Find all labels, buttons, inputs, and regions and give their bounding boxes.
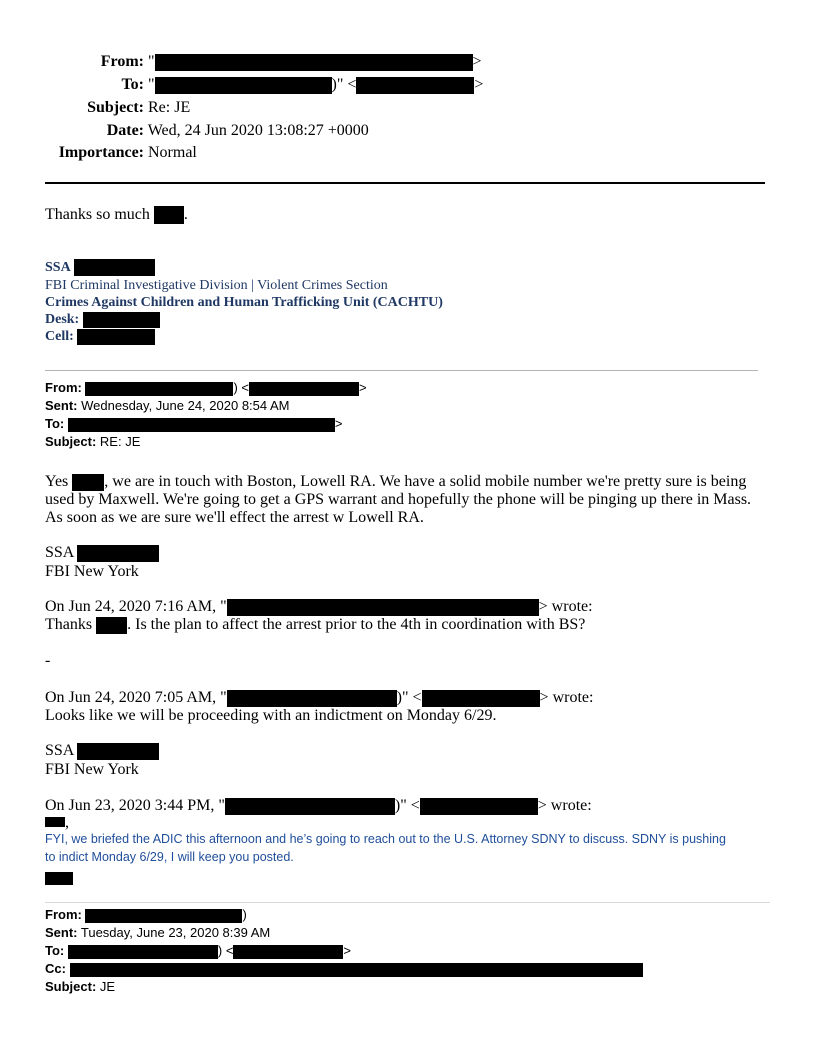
quote3-greeting: ,	[45, 813, 69, 832]
importance-value: Normal	[148, 144, 197, 161]
subject-value: Re: JE	[148, 99, 191, 116]
to-label: To:	[121, 76, 144, 93]
header-to-row: To: " )" < >	[0, 75, 483, 95]
redaction	[233, 945, 343, 959]
quote2-body: Looks like we will be proceeding with an indictment on Monday 6/29.	[45, 707, 497, 724]
reply-text: Thanks so much .	[45, 206, 188, 223]
message1-line1: Yes , we are in touch with Boston, Lowell RA. We have a solid mobile number we're pretty sure is being	[45, 473, 747, 490]
fwd1-subject: Subject: RE: JE	[45, 434, 141, 449]
from-label: From:	[100, 53, 144, 70]
redaction	[356, 77, 474, 94]
message1-sig-ssa: SSA	[45, 543, 159, 562]
quote1-body: Thanks . Is the plan to affect the arrest prior to the 4th in coordination with BS?	[45, 616, 586, 633]
redaction	[77, 329, 155, 345]
message1-sig-office: FBI New York	[45, 563, 139, 580]
redaction	[74, 259, 155, 276]
header-importance-row	[0, 143, 197, 163]
header-date-row	[0, 121, 369, 141]
message1-line2: used by Maxwell. We're going to get a GPS warrant and hopefully the phone will be pinging up there in Mass.	[45, 491, 752, 508]
fwd2-from: From: )	[45, 907, 247, 922]
signature-cell: Cell:	[45, 328, 155, 345]
quote2-sig-office: FBI New York	[45, 761, 139, 778]
header-subject-row	[0, 98, 190, 118]
redaction	[422, 690, 540, 707]
redaction	[45, 817, 65, 827]
redaction	[77, 743, 159, 760]
redaction	[227, 690, 397, 707]
redaction	[83, 312, 160, 328]
fwd2-sent: Sent: Tuesday, June 23, 2020 8:39 AM	[45, 925, 271, 940]
header-divider	[45, 182, 765, 184]
redaction	[249, 382, 359, 396]
signature-ssa: SSA	[45, 259, 155, 276]
fwd1-from: From: ) < >	[45, 380, 367, 395]
redaction	[227, 599, 539, 616]
importance-label: Importance:	[58, 144, 144, 161]
quote1-dash: -	[45, 652, 51, 669]
fwd1-to: To: >	[45, 416, 343, 431]
quote2-attribution: On Jun 24, 2020 7:05 AM, " )" < > wrote:	[45, 689, 594, 706]
redaction	[68, 945, 218, 959]
date-label: Date:	[106, 122, 144, 139]
redaction	[68, 418, 335, 432]
message1-line3: As soon as we are sure we'll effect the arrest w Lowell RA.	[45, 509, 424, 526]
fwd2-subject: Subject: JE	[45, 979, 116, 994]
subject-label: Subject:	[87, 99, 144, 116]
redaction	[96, 617, 127, 634]
quote3-body-line1: FYI, we briefed the ADIC this afternoon and he’s going to reach out to the U.S. Attorney SDNY to discuss. SDNY is pushing	[45, 832, 726, 846]
fwd2-to: To: ) < >	[45, 943, 352, 958]
quote3-attribution: On Jun 23, 2020 3:44 PM, " )" < > wrote:	[45, 797, 592, 814]
forward-divider	[45, 370, 758, 371]
redaction	[154, 206, 184, 224]
redaction	[72, 474, 104, 491]
header-from-row: From: " >	[0, 52, 482, 72]
quote2-sig-ssa: SSA	[45, 741, 159, 760]
quote3-sig	[45, 869, 73, 887]
signature-unit: Crimes Against Children and Human Trafficking Unit (CACHTU)	[45, 295, 443, 310]
fwd2-cc: Cc:	[45, 961, 643, 977]
quote3-body-line2: to indict Monday 6/29, I will keep you posted.	[45, 850, 294, 864]
redaction	[225, 798, 395, 815]
redaction	[155, 54, 473, 71]
redaction	[420, 798, 538, 815]
redaction	[70, 963, 643, 977]
quote1-attribution: On Jun 24, 2020 7:16 AM, " > wrote:	[45, 598, 593, 615]
redaction	[155, 77, 332, 94]
redaction	[45, 872, 73, 885]
signature-division: FBI Criminal Investigative Division | Violent Crimes Section	[45, 278, 388, 293]
redaction	[85, 909, 242, 923]
date-value: Wed, 24 Jun 2020 13:08:27 +0000	[147, 122, 369, 139]
fwd1-sent: Sent: Wednesday, June 24, 2020 8:54 AM	[45, 398, 290, 413]
signature-desk: Desk:	[45, 311, 160, 328]
redaction	[77, 545, 159, 562]
redaction	[85, 382, 233, 396]
forward2-divider	[45, 902, 770, 903]
